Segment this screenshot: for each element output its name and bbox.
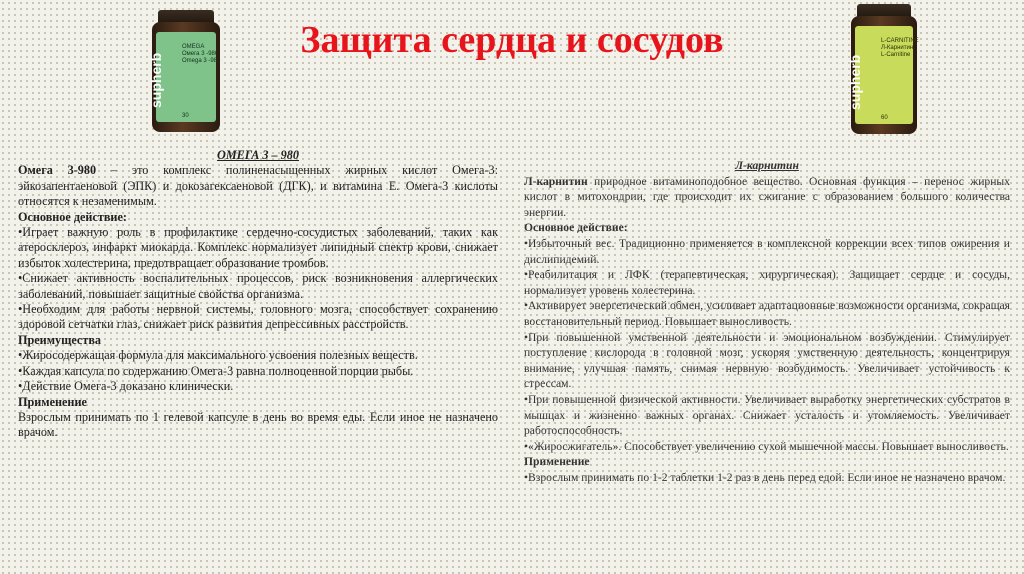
bottle-label-text: L-CARNITINE Л-Карнитин L-Carnitine [881,38,919,58]
l-carnitine-intro: Л-карнитин природное витаминоподобное вещество. Основная функция – перенос жирных кислот в митохондрии, где происходит их сжигание с образованием большого количества энергии. [524,174,1010,219]
l-carnitine-section-usage: Применение [524,455,590,469]
l-carnitine-column [524,158,1010,485]
l-carnitine-heading: Л-карнитин [735,159,799,172]
list-item: •Реабилитация и ЛФК (терапевтическая, хирургическая). Защищает сердце и сосуды, нормализует уровень холестерина. [524,268,1010,297]
list-item: •«Жиросжигатель». Способствует увеличению сухой мышечной массы. Повышает выносливость. [524,439,1009,453]
l-carnitine-bottle-image [847,4,919,134]
list-item: •При повышенной умственной деятельности и эмоциональном возбуждении. Стимулирует поступление кислорода в головной мозг, ускоряя умственную деятельность, концентрируя внимание, улучшая память, снимая нервную возбудимость. Увеличивает устойчивость к стрессам. [524,330,1010,391]
brand-logo: supherb [847,54,863,110]
l-carnitine-usage-text: •Взрослым принимать по 1-2 таблетки 1-2 раз в день перед едой. Если иное не назначено врачом. [524,470,1006,484]
list-item: •Жиросодержащая формула для максимального усвоения полезных веществ. [18,348,418,363]
list-item: •Необходим для работы нервной системы, головного мозга, способствует сохранению здоровой сетчатки глаз, снижает риск развития депрессивных расстройств. [18,302,498,332]
list-item: •Играет важную роль в профилактике сердечно-сосудистых заболеваний, таких как атеросклероз, инфаркт миокарда. Комплекс нормализует липидный спектр крови, снижает избыток холестерина, предотвращает образование тромбов. [18,225,498,270]
list-item: •Каждая капсула по содержанию Омега-3 равна полноценной порции рыбы. [18,363,414,378]
omega3-section-advantages: Преимущества [18,332,102,347]
omega3-usage-text: Взрослым принимать по 1 гелевой капсуле в день во время еды. Если иное не назначено врачом. [18,409,498,440]
list-item: •Избыточный вес. Традиционно применяется в комплексной коррекции всех типов ожирения и дислипидемий. [524,236,1010,266]
brand-logo: supherb [148,52,164,108]
list-item: •Действие Омега-3 доказано клинически. [18,379,234,394]
l-carnitine-section-action: Основное действие: [524,221,628,235]
bottle-count: 30 [182,113,189,119]
omega3-heading: ОМЕГА 3 – 980 [217,148,299,162]
bottle-count: 60 [881,115,888,121]
bottle-label-text: OMEGA Омега 3 -980 Omega 3 -980 [182,44,221,64]
page-title: Защита сердца и сосудов [300,19,724,61]
omega3-bottle-image [148,10,221,132]
list-item: •Активирует энергетический обмен, усиливает адаптационные возможности организма, сокращая восстановительный период. Повышает выносливость. [524,299,1010,328]
omega3-section-action: Основное действие: [18,209,127,224]
omega3-intro: Омега 3-980 – это комплекс полиненасыщенных жирных кислот Омега-3: эйкозапентаеновой (ЭПК) и докозагексаеновой (ДГК), и витамина Е. Омега-3 кислоты относятся к незаменимым. [18,163,498,209]
list-item: •Снижает активность воспалительных процессов, риск возникновения аллергических заболеваний, повышает защитные свойства организма. [18,271,498,301]
list-item: •При повышенной физической активности. Увеличивает выработку энергетических субстратов в мышцах и жизненно важных органах. Снижает усталость и утомляемость. Увеличивает работоспособность. [524,392,1010,438]
omega3-section-usage: Применение [18,394,87,409]
omega3-column [18,148,498,441]
